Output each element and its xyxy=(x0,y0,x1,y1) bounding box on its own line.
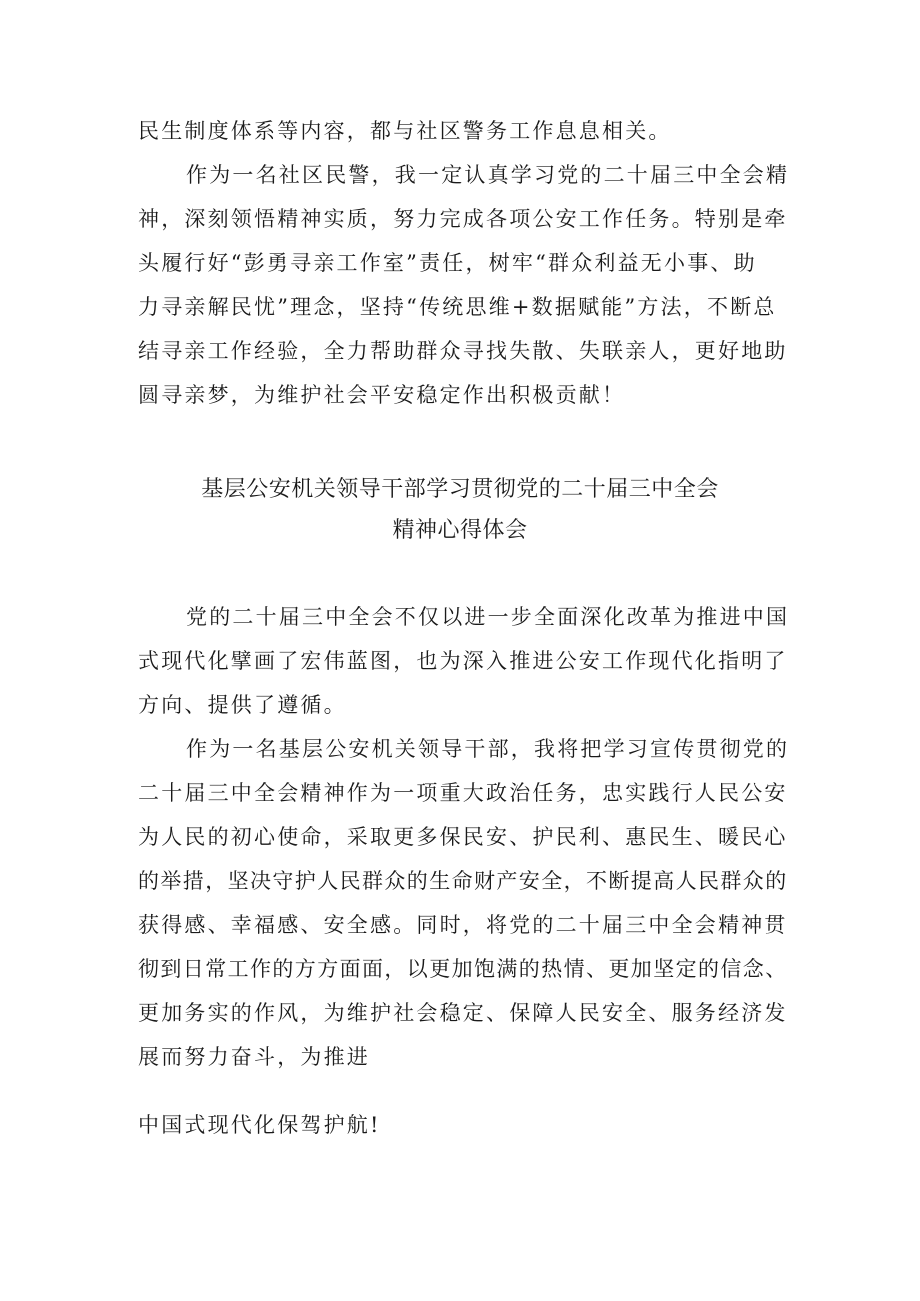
paragraph-line: 神，深刻领悟精神实质，努力完成各项公安工作任务。特别是牵 xyxy=(138,207,788,231)
paragraph-line: 力寻亲解民忧”理念，坚持“传统思维+数据赋能”方法，不断总 xyxy=(138,295,777,319)
paragraph-line: 作为一名基层公安机关领导干部，我将把学习宣传贯彻党的 xyxy=(186,737,790,761)
paragraph-line: 方向、提供了遵循。 xyxy=(138,693,347,717)
paragraph-line: 圆寻亲梦，为维护社会平安稳定作出积极贡献！ xyxy=(138,383,626,407)
paragraph-line: 民生制度体系等内容，都与社区警务工作息息相关。 xyxy=(138,119,672,143)
paragraph-line: 作为一名社区民警，我一定认真学习党的二十届三中全会精 xyxy=(186,163,790,187)
paragraph-line: 的举措，坚决守护人民群众的生命财产安全，不断提高人民群众的 xyxy=(138,869,788,893)
paragraph-line: 结寻亲工作经验，全力帮助群众寻找失散、失联亲人，更好地助 xyxy=(138,339,788,363)
article-title: 基层公安机关领导干部学习贯彻党的二十届三中全会 xyxy=(201,477,719,502)
paragraph-line: 展而努力奋斗，为推进 xyxy=(138,1045,370,1069)
paragraph-line: 获得感、幸福感、安全感。同时，将党的二十届三中全会精神贯 xyxy=(138,913,788,937)
paragraph-line: 中国式现代化保驾护航! xyxy=(138,1113,381,1137)
article-title-continued: 精神心得体会 xyxy=(392,518,528,543)
paragraph-line: 头履行好“彭勇寻亲工作室”责任，树牢“群众利益无小事、助 xyxy=(138,251,757,275)
paragraph-line: 为人民的初心使命，采取更多保民安、护民利、惠民生、暖民心 xyxy=(138,825,788,849)
paragraph-line: 二十届三中全会精神作为一项重大政治任务，忠实践行人民公安 xyxy=(138,781,788,805)
paragraph-line: 式现代化擘画了宏伟蓝图，也为深入推进公安工作现代化指明了 xyxy=(138,649,788,673)
paragraph-line: 彻到日常工作的方方面面，以更加饱满的热情、更加坚定的信念、 xyxy=(138,957,788,981)
paragraph-line: 更加务实的作风，为维护社会稳定、保障人民安全、服务经济发 xyxy=(138,1001,788,1025)
paragraph-line: 党的二十届三中全会不仅以进一步全面深化改革为推进中国 xyxy=(186,605,790,629)
